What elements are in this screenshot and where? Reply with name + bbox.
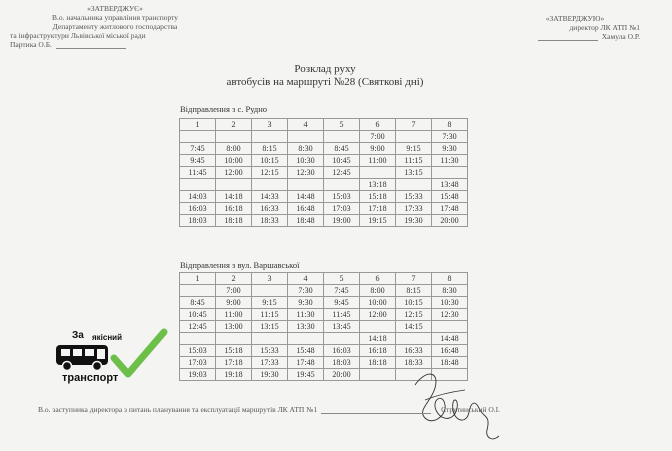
title-line1: Розклад руху xyxy=(294,63,356,75)
table-row xyxy=(180,143,468,155)
time-cell: 15:18 xyxy=(216,345,252,357)
time-cell xyxy=(396,333,432,345)
time-cell: 15:48 xyxy=(432,191,468,203)
approval-block-right xyxy=(470,14,640,41)
table-row xyxy=(180,321,468,333)
time-cell: 12:00 xyxy=(216,167,252,179)
time-cell: 13:18 xyxy=(360,179,396,191)
approval-left-line2: Департаменту житлового господарства xyxy=(52,22,178,31)
time-cell: 12:15 xyxy=(252,167,288,179)
column-header: 3 xyxy=(252,119,288,131)
time-cell: 9:30 xyxy=(288,297,324,309)
time-cell xyxy=(216,333,252,345)
schedule-table-rudno xyxy=(179,118,468,227)
time-cell: 16:48 xyxy=(432,345,468,357)
time-cell: 13:45 xyxy=(324,321,360,333)
time-cell: 11:30 xyxy=(288,309,324,321)
time-cell: 19:30 xyxy=(396,215,432,227)
approval-right-heading: «ЗАТВЕРДЖУЮ» xyxy=(545,14,605,23)
time-cell xyxy=(252,131,288,143)
time-cell: 9:15 xyxy=(396,143,432,155)
column-header: 5 xyxy=(324,273,360,285)
time-cell: 7:00 xyxy=(360,131,396,143)
table-row xyxy=(180,309,468,321)
badge-text-line2: якісний xyxy=(92,333,123,342)
column-header: 4 xyxy=(288,119,324,131)
time-cell: 16:33 xyxy=(396,345,432,357)
column-header: 7 xyxy=(396,119,432,131)
time-cell: 11:45 xyxy=(324,309,360,321)
time-cell xyxy=(432,167,468,179)
time-cell: 8:15 xyxy=(396,285,432,297)
time-cell: 10:45 xyxy=(324,155,360,167)
time-cell: 18:18 xyxy=(360,357,396,369)
time-cell xyxy=(252,333,288,345)
time-cell: 16:03 xyxy=(180,203,216,215)
footer-position-text: В.о. заступника директора з питань планування та експлуатації маршрутів ЛК АТП №1 xyxy=(38,405,318,414)
time-cell: 13:15 xyxy=(252,321,288,333)
time-cell: 17:18 xyxy=(216,357,252,369)
time-cell: 7:00 xyxy=(216,285,252,297)
time-cell: 17:03 xyxy=(180,357,216,369)
time-cell: 13:48 xyxy=(432,179,468,191)
time-cell: 9:00 xyxy=(216,297,252,309)
time-cell: 11:30 xyxy=(432,155,468,167)
time-cell: 16:33 xyxy=(252,203,288,215)
time-cell: 9:15 xyxy=(252,297,288,309)
time-cell xyxy=(360,167,396,179)
time-cell: 17:48 xyxy=(288,357,324,369)
time-cell: 14:03 xyxy=(180,191,216,203)
approval-block-left xyxy=(10,4,220,49)
time-cell: 15:33 xyxy=(396,191,432,203)
column-header: 1 xyxy=(180,119,216,131)
approval-left-heading: «ЗАТВЕРДЖУЄ» xyxy=(87,4,143,13)
time-cell: 15:03 xyxy=(180,345,216,357)
signature-scribble xyxy=(395,360,505,445)
time-cell: 11:00 xyxy=(216,309,252,321)
time-cell xyxy=(180,179,216,191)
time-cell: 10:30 xyxy=(288,155,324,167)
column-header: 6 xyxy=(360,273,396,285)
title-line2: автобусів на маршруті №28 (Святкові дні) xyxy=(226,76,424,88)
time-cell: 18:33 xyxy=(252,215,288,227)
table-row xyxy=(180,179,468,191)
badge-text-line1: За xyxy=(72,330,84,341)
time-cell: 9:45 xyxy=(180,155,216,167)
approval-right-signatory: Хамула О.Р. xyxy=(601,32,640,41)
time-cell: 8:00 xyxy=(216,143,252,155)
time-cell: 19:18 xyxy=(216,369,252,381)
time-cell xyxy=(288,131,324,143)
column-header: 7 xyxy=(396,273,432,285)
column-header: 4 xyxy=(288,273,324,285)
time-cell: 8:00 xyxy=(360,285,396,297)
document-title xyxy=(180,63,470,89)
time-cell: 15:48 xyxy=(288,345,324,357)
table-row xyxy=(180,167,468,179)
column-header: 8 xyxy=(432,119,468,131)
time-cell: 11:45 xyxy=(180,167,216,179)
time-cell: 17:48 xyxy=(432,203,468,215)
approval-right-signature-line xyxy=(470,32,640,41)
table-row xyxy=(180,131,468,143)
approval-right-line1: директор ЛК АТП №1 xyxy=(569,23,640,32)
time-cell: 11:00 xyxy=(360,155,396,167)
time-cell: 18:03 xyxy=(324,357,360,369)
time-cell xyxy=(288,333,324,345)
time-cell xyxy=(216,179,252,191)
time-cell: 14:33 xyxy=(252,191,288,203)
table2-header-row xyxy=(180,273,468,285)
time-cell xyxy=(324,333,360,345)
time-cell: 7:45 xyxy=(324,285,360,297)
time-cell: 12:30 xyxy=(432,309,468,321)
time-cell: 10:30 xyxy=(432,297,468,309)
time-cell: 8:45 xyxy=(180,297,216,309)
column-header: 8 xyxy=(432,273,468,285)
table-row xyxy=(180,333,468,345)
time-cell: 11:15 xyxy=(252,309,288,321)
time-cell: 12:45 xyxy=(324,167,360,179)
time-cell: 10:00 xyxy=(360,297,396,309)
time-cell: 14:48 xyxy=(288,191,324,203)
time-cell xyxy=(180,285,216,297)
time-cell xyxy=(216,131,252,143)
approval-left-signature-line xyxy=(10,40,220,49)
time-cell: 16:18 xyxy=(360,345,396,357)
time-cell: 7:30 xyxy=(432,131,468,143)
time-cell: 16:03 xyxy=(324,345,360,357)
time-cell: 13:15 xyxy=(396,167,432,179)
time-cell: 12:00 xyxy=(360,309,396,321)
time-cell: 10:15 xyxy=(396,297,432,309)
time-cell: 12:30 xyxy=(288,167,324,179)
table-row xyxy=(180,285,468,297)
table-row xyxy=(180,155,468,167)
bus-icon xyxy=(54,342,114,372)
time-cell: 16:48 xyxy=(288,203,324,215)
time-cell: 12:15 xyxy=(396,309,432,321)
time-cell: 18:48 xyxy=(288,215,324,227)
time-cell: 18:18 xyxy=(216,215,252,227)
time-cell xyxy=(252,179,288,191)
time-cell: 8:30 xyxy=(288,143,324,155)
time-cell: 19:00 xyxy=(324,215,360,227)
time-cell: 18:33 xyxy=(396,357,432,369)
table-row xyxy=(180,191,468,203)
time-cell: 15:03 xyxy=(324,191,360,203)
time-cell xyxy=(396,131,432,143)
time-cell: 13:30 xyxy=(288,321,324,333)
time-cell: 10:00 xyxy=(216,155,252,167)
time-cell: 15:33 xyxy=(252,345,288,357)
table-row xyxy=(180,203,468,215)
time-cell: 13:00 xyxy=(216,321,252,333)
column-header: 1 xyxy=(180,273,216,285)
approval-left-line1: В.о. начальника управління транспорту xyxy=(51,13,179,22)
time-cell: 17:33 xyxy=(396,203,432,215)
quality-transport-badge xyxy=(40,328,170,388)
time-cell: 10:15 xyxy=(252,155,288,167)
time-cell xyxy=(360,369,396,381)
time-cell xyxy=(180,131,216,143)
table1-caption: Відправлення з с. Рудно xyxy=(180,104,268,114)
table-row xyxy=(180,345,468,357)
time-cell xyxy=(180,333,216,345)
time-cell: 16:18 xyxy=(216,203,252,215)
time-cell: 18:03 xyxy=(180,215,216,227)
time-cell xyxy=(324,131,360,143)
checkmark-icon xyxy=(110,328,168,386)
column-header: 6 xyxy=(360,119,396,131)
time-cell: 15:18 xyxy=(360,191,396,203)
column-header: 5 xyxy=(324,119,360,131)
time-cell: 7:45 xyxy=(180,143,216,155)
time-cell: 8:15 xyxy=(252,143,288,155)
time-cell xyxy=(252,285,288,297)
footer-signatory: Струтинський О.І. xyxy=(441,405,501,414)
time-cell xyxy=(396,179,432,191)
time-cell: 9:30 xyxy=(432,143,468,155)
time-cell: 14:18 xyxy=(360,333,396,345)
time-cell xyxy=(432,321,468,333)
time-cell: 17:03 xyxy=(324,203,360,215)
table-row xyxy=(180,215,468,227)
column-header: 3 xyxy=(252,273,288,285)
time-cell: 19:30 xyxy=(252,369,288,381)
time-cell: 19:03 xyxy=(180,369,216,381)
table-row xyxy=(180,297,468,309)
time-cell: 7:30 xyxy=(288,285,324,297)
approval-left-signatory: Партика О.Б. xyxy=(10,40,52,49)
time-cell xyxy=(288,179,324,191)
time-cell: 17:33 xyxy=(252,357,288,369)
time-cell: 19:45 xyxy=(288,369,324,381)
time-cell: 14:15 xyxy=(396,321,432,333)
column-header: 2 xyxy=(216,273,252,285)
time-cell: 17:18 xyxy=(360,203,396,215)
time-cell: 9:45 xyxy=(324,297,360,309)
time-cell: 9:00 xyxy=(360,143,396,155)
time-cell: 19:15 xyxy=(360,215,396,227)
footer-signature-line xyxy=(38,405,500,414)
time-cell: 8:45 xyxy=(324,143,360,155)
table2-caption: Відправлення з вул. Варшавської xyxy=(180,260,300,270)
badge-text-line3: транспорт xyxy=(62,372,119,384)
time-cell xyxy=(360,321,396,333)
time-cell: 20:00 xyxy=(432,215,468,227)
time-cell: 20:00 xyxy=(324,369,360,381)
approval-left-line3: та інфраструктури Львівської міської ради xyxy=(10,31,146,40)
table1-header-row xyxy=(180,119,468,131)
time-cell: 11:15 xyxy=(396,155,432,167)
time-cell xyxy=(324,179,360,191)
time-cell: 8:30 xyxy=(432,285,468,297)
time-cell: 14:18 xyxy=(216,191,252,203)
time-cell: 14:48 xyxy=(432,333,468,345)
time-cell: 12:45 xyxy=(180,321,216,333)
column-header: 2 xyxy=(216,119,252,131)
time-cell: 18:48 xyxy=(432,357,468,369)
time-cell: 10:45 xyxy=(180,309,216,321)
